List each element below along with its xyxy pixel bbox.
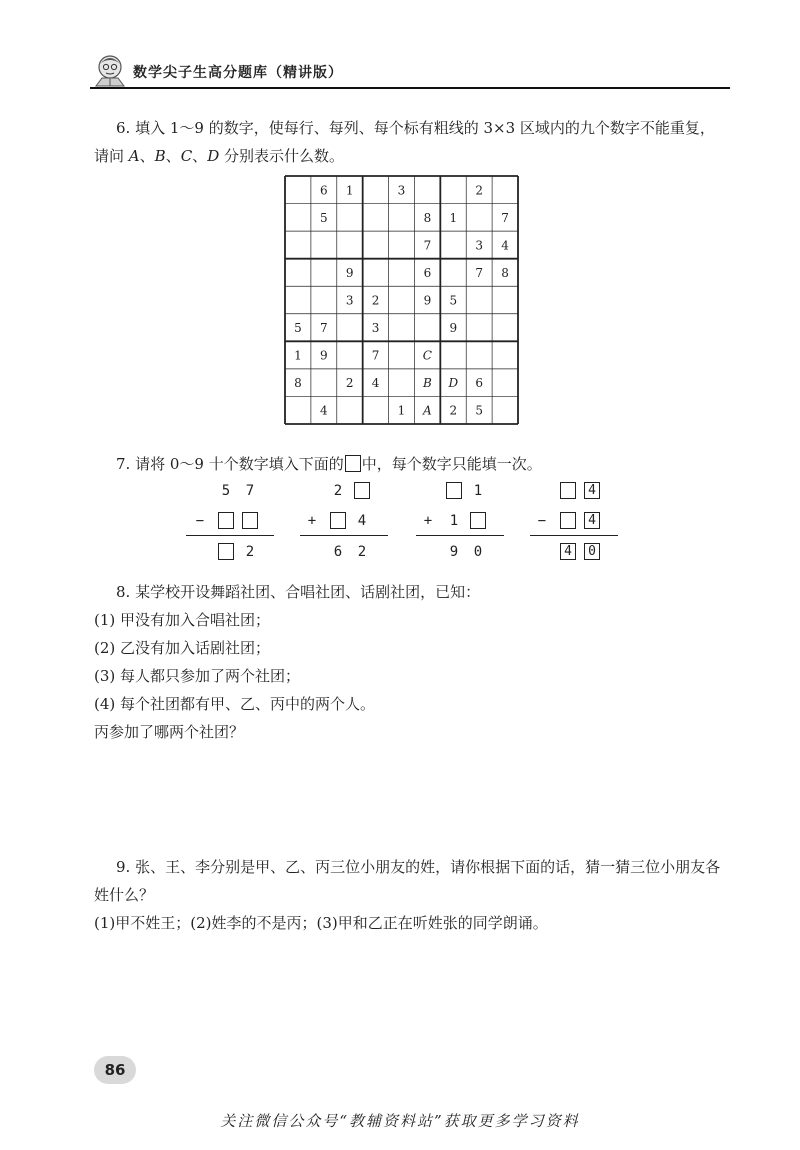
page-number: 86 — [94, 1056, 136, 1084]
q6-sep-3: 、 — [192, 147, 208, 165]
sudoku-cell-digit: 8 — [501, 265, 509, 280]
digit: 7 — [245, 483, 255, 499]
sudoku-cell-digit: 9 — [345, 265, 354, 280]
sudoku-cell-digit: 7 — [475, 265, 483, 280]
sudoku-cell-digit: 9 — [449, 321, 458, 336]
digit: 1 — [473, 483, 483, 499]
blank-box[interactable] — [560, 482, 576, 499]
sudoku-cell-digit: 3 — [397, 183, 406, 198]
digit: 6 — [333, 544, 343, 560]
sudoku-cell-digit: 5 — [475, 403, 483, 418]
filled-box: 4 — [584, 512, 600, 529]
sudoku-cell-digit: 5 — [320, 210, 328, 225]
sudoku-cell-digit: 6 — [475, 376, 483, 391]
q8-intro: 8. 某学校开设舞蹈社团、合唱社团、话剧社团，已知： — [116, 583, 481, 601]
sudoku-cell-variable: D — [448, 376, 459, 391]
q6-sep-2: 、 — [165, 147, 181, 165]
q9-line2: 姓什么？ — [94, 886, 155, 904]
sudoku-cell-digit: 3 — [345, 293, 354, 308]
q7-text-before: 7. 请将 0～9 十个数字填入下面的 — [116, 455, 344, 473]
q9-line1: 9. 张、王、李分别是甲、乙、丙三位小朋友的姓，请你根据下面的话，猜一猜三位小朋友各 — [116, 858, 721, 876]
sudoku-cell-digit: 8 — [423, 210, 432, 225]
blank-box[interactable] — [242, 512, 258, 529]
q6-line2-suffix: 分别表示什么数。 — [219, 147, 344, 165]
sudoku-cell-digit: 4 — [501, 238, 509, 253]
q6-line2-prefix: 请问 — [94, 147, 129, 165]
sudoku-cell-digit: 2 — [475, 183, 483, 198]
q8-question: 丙参加了哪两个社团？ — [94, 723, 245, 741]
sudoku-cell-digit: 1 — [345, 183, 354, 198]
operator: + — [307, 513, 317, 529]
q6-var-b: B — [154, 147, 166, 165]
q6-line2 — [94, 142, 344, 170]
q7-problem-1 — [186, 482, 278, 572]
blank-box[interactable] — [218, 512, 234, 529]
sudoku-cell-digit: 9 — [320, 348, 328, 363]
sudoku-cell-digit: 9 — [423, 293, 432, 308]
blank-box[interactable] — [446, 482, 462, 499]
q6-line1: 6. 填入 1～9 的数字，使每行、每列、每个标有粗线的 3×3 区域内的九个数字不能重复， — [116, 119, 715, 137]
q9-conditions: (1)甲不姓王；(2)姓李的不是丙；(3)甲和乙正在听姓张的同学朗诵。 — [94, 914, 548, 932]
operator: − — [195, 513, 205, 529]
sudoku-cell-digit: 2 — [449, 403, 458, 418]
header-divider — [90, 87, 730, 89]
sudoku-cell-digit: 1 — [397, 403, 406, 418]
footer-note: 关注微信公众号“教辅资料站”获取更多学习资料 — [220, 1112, 580, 1130]
q8-condition-1: (1) 甲没有加入合唱社团； — [94, 611, 271, 629]
sudoku-cell-variable: C — [422, 348, 432, 363]
digit: 1 — [449, 513, 459, 529]
sudoku-cell-digit: 5 — [294, 321, 302, 336]
q7-problem-3 — [416, 482, 508, 572]
digit: 2 — [333, 483, 343, 499]
digit: 9 — [449, 544, 459, 560]
sudoku-cell-digit: 6 — [320, 183, 328, 198]
blank-box[interactable] — [470, 512, 486, 529]
sudoku-cell-digit: 7 — [423, 238, 432, 253]
filled-box: 0 — [584, 543, 600, 560]
q7-problem-4 — [530, 482, 622, 572]
operator: − — [537, 513, 547, 529]
digit: 2 — [245, 544, 255, 560]
sudoku-cell-digit: 3 — [371, 321, 380, 336]
sum-line — [186, 535, 274, 536]
blank-box[interactable] — [354, 482, 370, 499]
filled-box: 4 — [560, 543, 576, 560]
q8-condition-3: (3) 每人都只参加了两个社团； — [94, 667, 301, 685]
sum-line — [530, 535, 618, 536]
q7-problem-2 — [300, 482, 392, 572]
sudoku-cell-digit: 6 — [423, 265, 432, 280]
sum-line — [416, 535, 504, 536]
mascot-logo-icon — [92, 52, 128, 88]
sudoku-cell-digit: 7 — [501, 210, 509, 225]
digit: 2 — [357, 544, 367, 560]
q7-instruction — [116, 450, 542, 478]
sudoku-cell-variable: B — [422, 376, 432, 391]
q6-var-a: A — [128, 147, 140, 165]
q8-condition-2: (2) 乙没有加入话剧社团； — [94, 639, 271, 657]
q6-sep-1: 、 — [139, 147, 155, 165]
sudoku-grid — [284, 175, 519, 425]
blank-box[interactable] — [218, 543, 234, 560]
header-title: 数学尖子生高分题库（精讲版） — [133, 65, 343, 81]
sudoku-cell-digit: 7 — [371, 348, 380, 363]
q8-condition-4: (4) 每个社团都有甲、乙、丙中的两个人。 — [94, 695, 376, 713]
blank-box-example — [345, 455, 361, 472]
digit: 0 — [473, 544, 483, 560]
sudoku-cell-variable: A — [423, 403, 432, 418]
q6-var-d: D — [207, 147, 220, 165]
sudoku-cell-digit: 2 — [345, 376, 354, 391]
sudoku-cell-digit: 5 — [449, 293, 458, 308]
filled-box: 4 — [584, 482, 600, 499]
q7-text-after: 中，每个数字只能填一次。 — [361, 455, 542, 473]
sudoku-cell-digit: 1 — [294, 348, 302, 363]
operator: + — [423, 513, 433, 529]
sudoku-cell-digit: 4 — [371, 376, 380, 391]
q6-var-c: C — [180, 147, 193, 165]
blank-box[interactable] — [330, 512, 346, 529]
sudoku-cell-digit: 7 — [320, 321, 328, 336]
digit: 4 — [357, 513, 367, 529]
blank-box[interactable] — [560, 512, 576, 529]
sudoku-cell-digit: 3 — [475, 238, 483, 253]
sudoku-cell-digit: 1 — [449, 210, 458, 225]
sudoku-cell-digit: 4 — [320, 403, 328, 418]
sum-line — [300, 535, 388, 536]
sudoku-cell-digit: 8 — [294, 376, 302, 391]
digit: 5 — [221, 483, 231, 499]
sudoku-cell-digit: 2 — [371, 293, 380, 308]
